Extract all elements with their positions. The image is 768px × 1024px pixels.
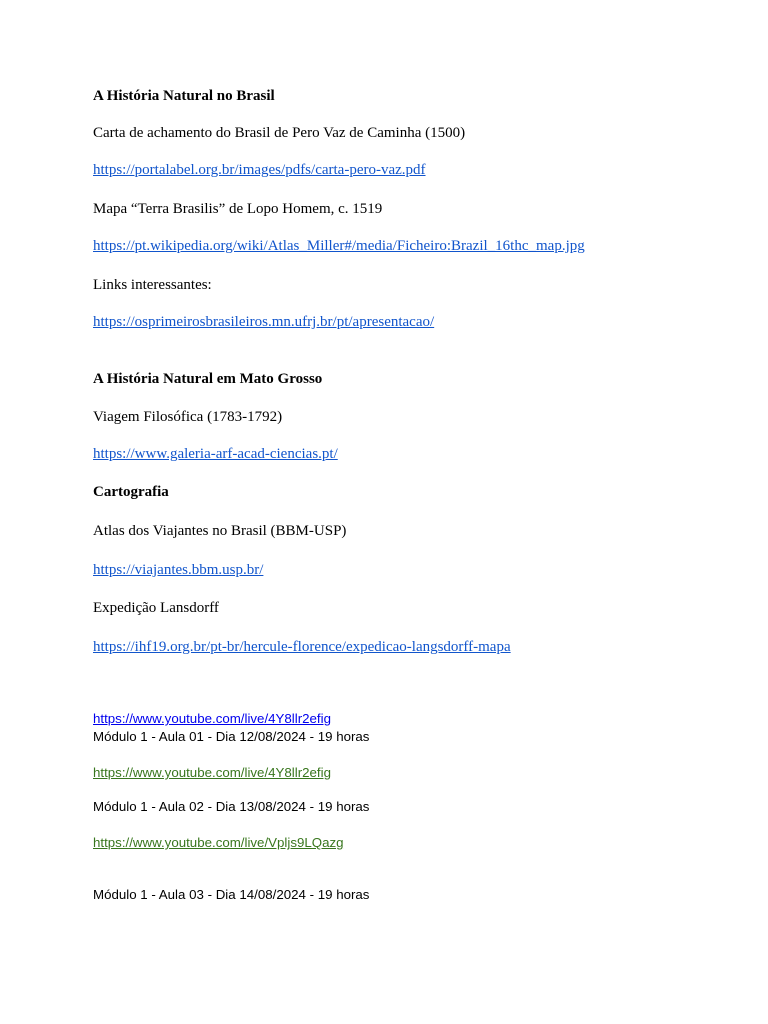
section-heading-mato-grosso: A História Natural em Mato Grosso [93,371,323,387]
expedicao-title: Expedição Lansdorff [93,600,219,616]
mapa-title: Mapa “Terra Brasilis” de Lopo Homem, c. 1519 [93,201,383,217]
mapa-link[interactable]: https://pt.wikipedia.org/wiki/Atlas_Miller#/media/Ficheiro:Brazil_16thc_map.jpg [93,238,585,254]
aula-1-label: Módulo 1 - Aula 01 - Dia 12/08/2024 - 19 horas [93,729,370,744]
carta-title: Carta de achamento do Brasil de Pero Vaz de Caminha (1500) [93,125,466,141]
primeiros-brasileiros-link[interactable]: https://osprimeirosbrasileiros.mn.ufrj.br/pt/apresentacao/ [93,314,435,330]
expedicao-link[interactable]: https://ihf19.org.br/pt-br/hercule-florence/expedicao-langsdorff-mapa [93,639,511,655]
aula-3-label: Módulo 1 - Aula 03 - Dia 14/08/2024 - 19 horas [93,887,370,902]
aula-3-link[interactable]: https://www.youtube.com/live/Vpljs9LQazg [93,835,344,850]
aula-1-link[interactable]: https://www.youtube.com/live/4Y8llr2efig [93,711,331,726]
section-heading-cartografia: Cartografia [93,484,169,500]
atlas-link[interactable]: https://viajantes.bbm.usp.br/ [93,562,264,578]
links-label: Links interessantes: [93,277,212,293]
atlas-title: Atlas dos Viajantes no Brasil (BBM-USP) [93,523,347,539]
viagem-title: Viagem Filosófica (1783-1792) [93,409,283,425]
section-heading-brasil: A História Natural no Brasil [93,88,275,104]
aula-2-label: Módulo 1 - Aula 02 - Dia 13/08/2024 - 19 horas [93,799,370,814]
carta-link[interactable]: https://portalabel.org.br/images/pdfs/carta-pero-vaz.pdf [93,162,426,178]
viagem-link[interactable]: https://www.galeria-arf-acad-ciencias.pt/ [93,446,338,462]
aula-2-link[interactable]: https://www.youtube.com/live/4Y8llr2efig [93,765,331,780]
